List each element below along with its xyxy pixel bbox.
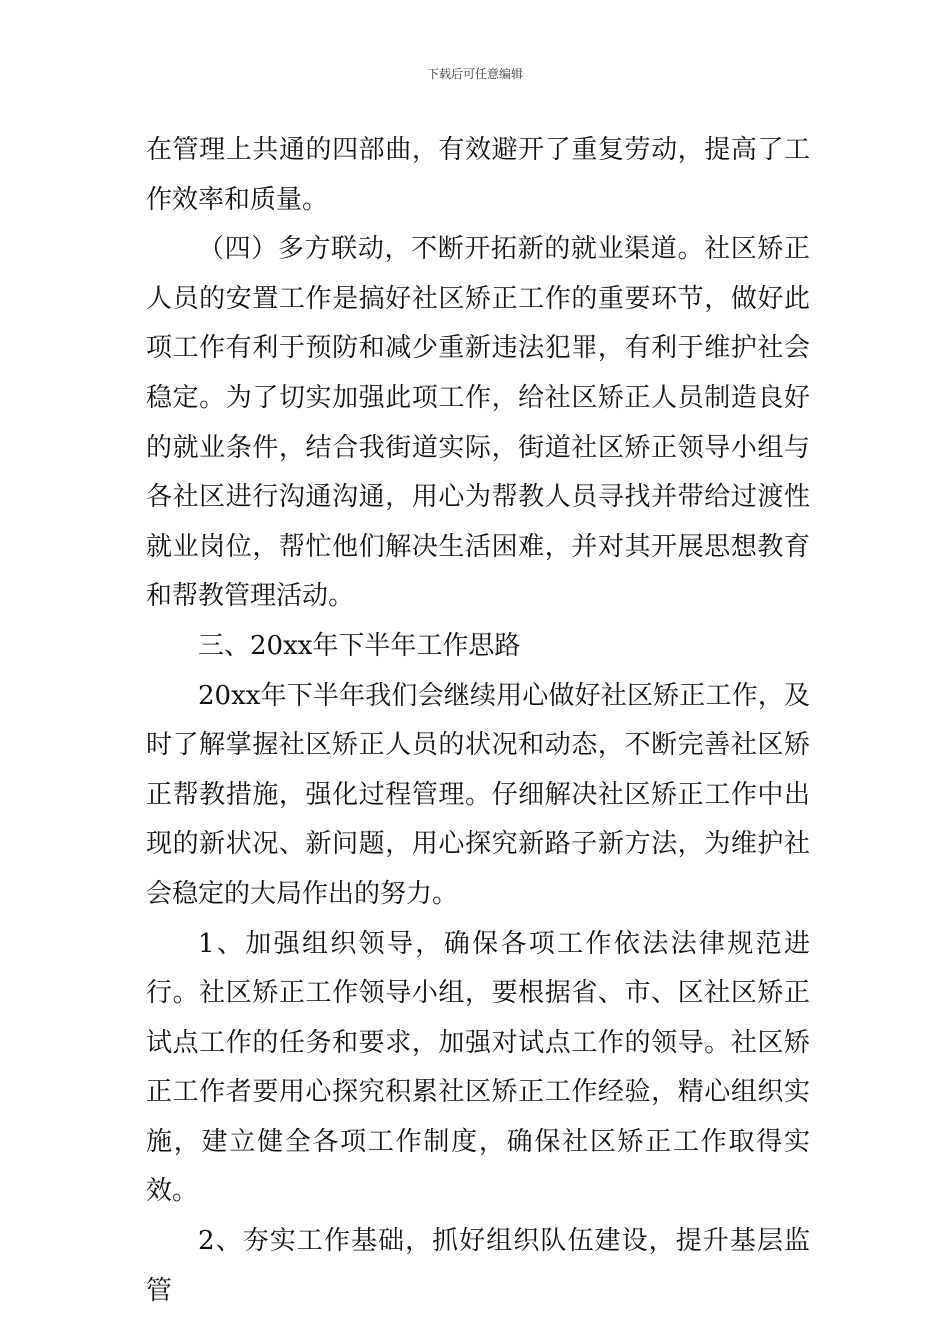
paragraph-continuation: 在管理上共通的四部曲，有效避开了重复劳动，提高了工作效率和质量。	[146, 135, 810, 215]
paragraph-work-plan: 20xx年下半年我们会继续用心做好社区矫正工作，及时了解掌握社区矫正人员的状况和动态，不断完善社区矫正帮教措施，强化过程管理。仔细解决社区矫正工作中出现的新状况、新问题，用心探究新路子新方法，为维护社会稳定的大局作出的努力。	[146, 680, 810, 909]
paragraph-section-four: （四）多方联动，不断开拓新的就业渠道。社区矫正人员的安置工作是搞好社区矫正工作的重要环节，做好此项工作有利于预防和减少重新违法犯罪，有利于维护社会稳定。为了切实加强此项工作，给社区矫正人员制造良好的就业条件，结合我街道实际，街道社区矫正领导小组与各社区进行沟通沟通，用心为帮教人员寻找并带给过渡性就业岗位，帮忙他们解决生活困难，并对其开展思想教育和帮教管理活动。	[146, 234, 810, 612]
paragraph-item-two: 2、夯实工作基础，抓好组织队伍建设，提升基层监管	[146, 1226, 810, 1306]
paragraph-item-one: 1、加强组织领导，确保各项工作依法法律规范进行。社区矫正工作领导小组，要根据省、市、区社区矫正试点工作的任务和要求，加强对试点工作的领导。社区矫正工作者要用心探究积累社区矫正工作经验，精心组织实施，建立健全各项工作制度，确保社区矫正工作取得实效。	[146, 928, 810, 1207]
document-body	[146, 126, 810, 1316]
page-header: 下载后可任意编辑	[426, 67, 523, 81]
section-heading-three: 三、20xx年下半年工作思路	[198, 630, 521, 661]
